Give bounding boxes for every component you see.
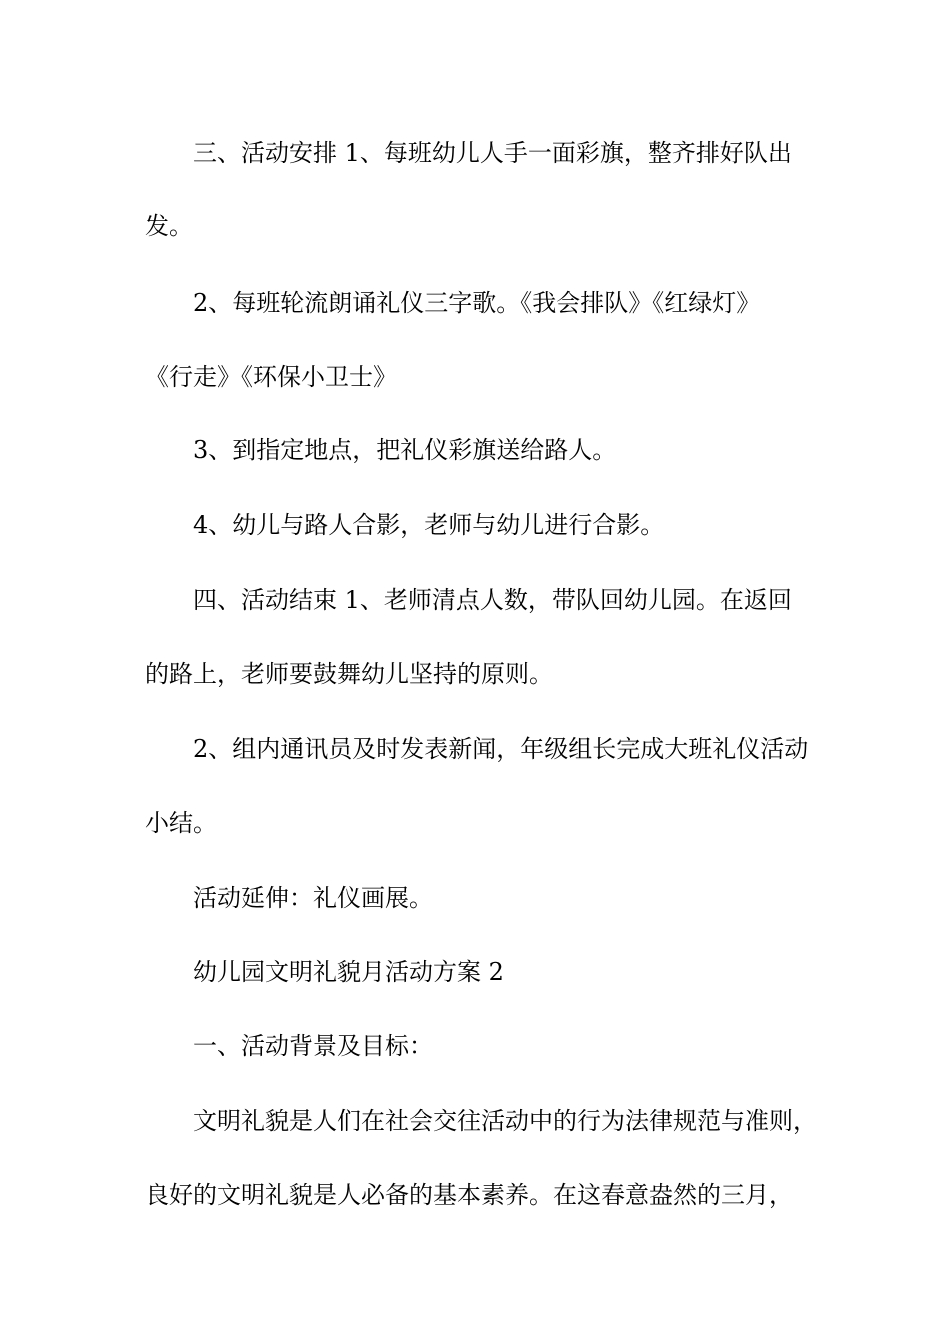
paragraph-line: 三、活动安排 1、每班幼儿人手一面彩旗，整齐排好队出 (193, 139, 792, 167)
paragraph-line: 四、活动结束 1、老师清点人数，带队回幼儿园。在返回 (193, 586, 792, 614)
paragraph-line: 4、幼儿与路人合影，老师与幼儿进行合影。 (193, 511, 665, 539)
paragraph-line: 小结。 (145, 809, 217, 837)
paragraph-line: 发。 (145, 212, 193, 240)
paragraph-line: 文明礼貌是人们在社会交往活动中的行为法律规范与准则， (193, 1107, 817, 1135)
paragraph-line: 活动延伸：礼仪画展。 (193, 884, 433, 912)
paragraph-line: 2、组内通讯员及时发表新闻，年级组长完成大班礼仪活动 (193, 735, 809, 763)
paragraph-line: 3、到指定地点，把礼仪彩旗送给路人。 (193, 436, 617, 464)
paragraph-line: 的路上，老师要鼓舞幼儿坚持的原则。 (145, 660, 553, 688)
section-heading: 一、活动背景及目标： (193, 1032, 433, 1060)
paragraph-line: 《行走》《环保小卫士》 (145, 363, 397, 391)
paragraph-line: 良好的文明礼貌是人必备的基本素养。在这春意盎然的三月， (145, 1181, 793, 1209)
section-heading: 幼儿园文明礼貌月活动方案 2 (193, 958, 504, 986)
paragraph-line: 2、每班轮流朗诵礼仪三字歌。《我会排队》《红绿灯》 (193, 289, 761, 317)
